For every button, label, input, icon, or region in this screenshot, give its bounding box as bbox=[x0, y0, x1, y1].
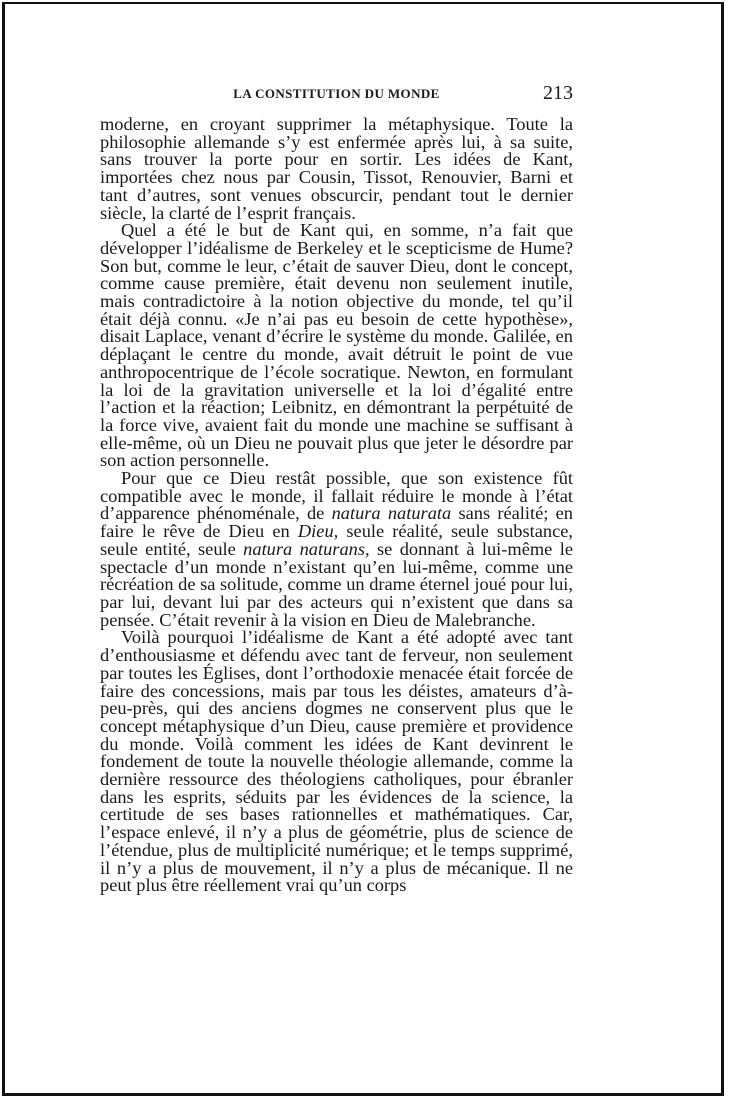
paragraph-2: Quel a été le but de Kant qui, en somme, n’a fait que développer l’idéalisme de Berkeley et le scepticisme de Hume? Son but, comme le leur, c’était de sauver Dieu, dont le concept, comme cause première, était devenu non seulement inutile, mais contradictoire à la notion objective du monde, tel qu’il était déjà connu. «Je n’ai pas eu besoin de cette hypothèse», disait Laplace, venant d’écrire le système du monde. Galilée, en déplaçant le centre du monde, avait détruit le point de vue anthropocentrique de l’école socratique. Newton, en formulant la loi de la gravitation universelle et la loi d’égalité entre l’action et la réaction; Leibnitz, en démontrant la perpétuité de la force vive, avaient fait du monde une machine se suffisant à elle-même, où un Dieu ne pouvait plus que jeter le désordre par son action personnelle. bbox=[100, 220, 573, 471]
paragraph-4: Voilà pourquoi l’idéalisme de Kant a été adopté avec tant d’enthousiasme et défendu avec tant de ferveur, non seulement par toutes les Églises, dont l’orthodoxie menacée était forcée de faire des concessions, mais par tous les déistes, amateurs d’à-peu-près, qui des anciens dogmes ne conservent plus que le concept métaphysique d’un Dieu, cause première et providence du monde. Voilà comment les idées de Kant devinrent le fondement de toute la nouvelle théologie allemande, comme la dernière ressource des théologiens catholiques, pour ébranler dans les esprits, séduits par les évidences de la science, la certitude de ses bases rationnelles et mathématiques. Car, l’espace enlevé, il n’y a plus de géométrie, plus de science de l’étendue, plus de multiplicité numérique; et le temps supprimé, il n’y a plus de mouvement, il n’y a plus de mécanique. Il ne peut plus être réellement vrai qu’un corps bbox=[100, 627, 573, 896]
paragraph-3-part-2: sans réalité; en faire le rêve de Dieu en bbox=[100, 503, 573, 542]
running-title: LA CONSTITUTION DU MONDE bbox=[233, 86, 440, 101]
page-header bbox=[100, 82, 573, 106]
paragraph-3-part-4: se donnant à lui-même le spectacle d’un monde n’existant qu’en lui-même, comme une récréation de sa solitude, comme un drame éternel joué pour lui, par lui, devant lui par des acteurs qui n’existent que dans sa pensée. C’était revenir à la vision en Dieu de Malebranche. bbox=[100, 538, 573, 630]
italic-dieu: Dieu, bbox=[297, 521, 339, 542]
paragraph-3-part-3: seule réalité, seule substance, seule entité, seule bbox=[100, 521, 573, 559]
paragraph-1: moderne, en croyant supprimer la métaphysique. Toute la philosophie allemande s’y est enfermée après lui, à sa suite, sans trouver la porte pour en sortir. Les idées de Kant, importées chez nous par Cousin, Tissot, Renouvier, Barni et tant d’autres, sont venues obscurcir, pendant tout le dernier siècle, la clarté de l’esprit français. bbox=[100, 114, 573, 223]
italic-natura-naturans: natura naturans, bbox=[243, 538, 370, 559]
paragraph-3 bbox=[100, 470, 573, 629]
paragraph-3-part-1: Pour que ce Dieu restât possible, que son existence fût compatible avec le monde, il fallait réduire le monde à l’état d’apparence phénoménale, de bbox=[100, 468, 573, 524]
page-number: 213 bbox=[543, 82, 573, 104]
body-text bbox=[100, 116, 573, 895]
italic-natura-naturata: natura naturata bbox=[331, 503, 452, 524]
